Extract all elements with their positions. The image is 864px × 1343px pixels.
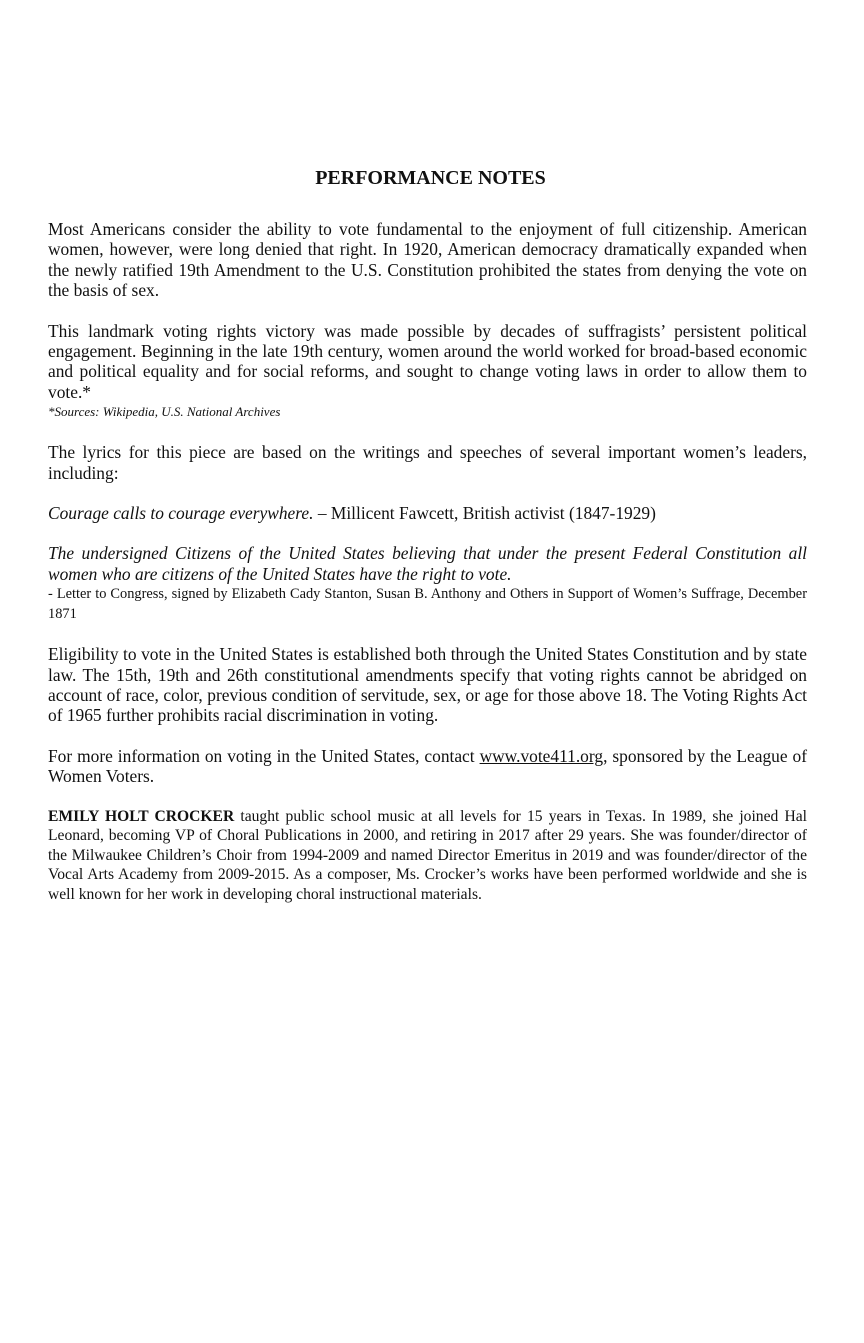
composer-bio-text: taught public school music at all levels for 15 years in Texas. In 1989, she joined Hal Leonard, becoming VP of Choral Publications in 2000, and retiring in 2017 after 29 years. She was founder/director of the Milwaukee Children’s Choir from 1994-2009 and named Director Emeritus in 2019 and was founder/director of the Vocal Arts Academy from 2009-2015. As a composer, Ms. Crocker’s works have been performed worldwide and she is well known for her work in developing choral instructional materials.: [48, 807, 807, 903]
fawcett-quote-text: Courage calls to courage everywhere.: [48, 503, 314, 524]
intro-paragraph: Most Americans consider the ability to vote fundamental to the enjoyment of full citizenship. American women, however, were long denied that right. In 1920, American democracy dramatically expanded when the newly ratified 19th Amendment to the U.S. Constitution prohibited the states from denying the vote on the basis of sex.: [48, 219, 807, 301]
sources-note: *Sources: Wikipedia, U.S. National Archives: [48, 404, 281, 420]
congress-letter-quote: The undersigned Citizens of the United States believing that under the present Federal Constitution all women who are citizens of the United States have the right to vote.: [48, 543, 807, 584]
composer-bio: [48, 807, 807, 905]
more-info-paragraph: [48, 746, 807, 787]
lyrics-intro-paragraph: The lyrics for this piece are based on the writings and speeches of several important women’s leaders, including:: [48, 442, 807, 483]
performance-notes-page: [48, 165, 807, 905]
fawcett-quote: [48, 503, 807, 523]
fawcett-quote-attribution: – Millicent Fawcett, British activist (1847-1929): [313, 503, 656, 524]
suffrage-paragraph: This landmark voting rights victory was made possible by decades of suffragists’ persistent political engagement. Beginning in the late 19th century, women around the world worked for broad-based economic and political equality and for social reforms, and sought to change voting laws in order to allow them to vote.*: [48, 320, 807, 402]
congress-letter-attribution: - Letter to Congress, signed by Elizabeth Cady Stanton, Susan B. Anthony and Others in Support of Women’s Suffrage, December 1871: [48, 586, 807, 622]
more-info-text-before: For more information on voting in the United States, contact: [48, 745, 480, 766]
page-title: PERFORMANCE NOTES: [315, 167, 546, 189]
eligibility-paragraph: Eligibility to vote in the United States is established both through the United States Constitution and by state law. The 15th, 19th and 26th constitutional amendments specify that voting rights cannot be abridged on account of race, color, previous condition of servitude, sex, or age for those above 18. The Voting Rights Act of 1965 further prohibits racial discrimination in voting.: [48, 644, 807, 726]
more-info-text-after: , sponsored by the League of Women Voters.: [48, 745, 807, 787]
composer-name: EMILY HOLT CROCKER: [48, 807, 235, 825]
vote411-link[interactable]: www.vote411.org: [479, 745, 604, 766]
